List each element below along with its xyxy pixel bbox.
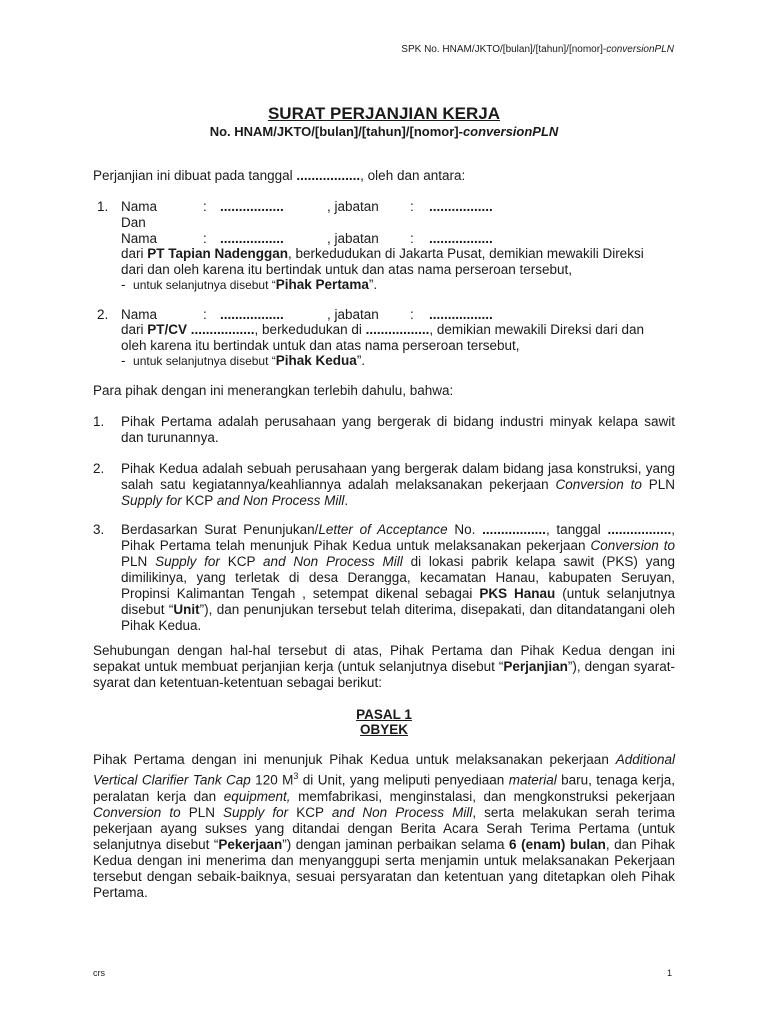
party1-alias-line: - untuk selanjutnya disebut “Pihak Pertama”.: [121, 277, 378, 292]
party2-nama-label: Nama: [121, 307, 158, 322]
recital-number: 2.: [93, 461, 105, 476]
blank-dots: .................: [220, 307, 284, 322]
document-title: SURAT PERJANJIAN KERJA: [267, 104, 501, 123]
blank-dots: .................: [220, 231, 284, 246]
blank-dots: .................: [429, 307, 493, 322]
party2-authority-line: oleh karena itu bertindak untuk dan atas nama perseroan tersebut,: [121, 338, 520, 353]
footer-initials: crs: [93, 968, 105, 978]
intro-line: Perjanjian ini dibuat pada tanggal ................., oleh dan antara:: [93, 168, 466, 183]
jabatan-label: , jabatan: [327, 307, 379, 322]
colon: :: [203, 307, 207, 322]
party2-number: 2.: [97, 307, 109, 322]
recital-number: 3.: [93, 522, 105, 537]
recital-number: 1.: [93, 414, 105, 429]
colon: :: [410, 199, 414, 214]
party2-alias-line: - untuk selanjutnya disebut “Pihak Kedua”.: [121, 353, 366, 368]
closing-paragraph: Sehubungan dengan hal-hal tersebut di atas, Pihak Pertama dan Pihak Kedua dengan ini sepakat untuk membuat perjanjian kerja (untuk selanjutnya disebut “Perjanjian”), dengan syarat-syarat dan ketentuan-ketentuan sebagai berikut:: [93, 643, 675, 690]
recital-1-text: Pihak Pertama adalah perusahaan yang bergerak di bidang industri minyak kelapa sawit dan turunannya.: [121, 414, 675, 445]
recital-2-text: Pihak Kedua adalah sebuah perusahaan yang bergerak dalam bidang jasa konstruksi, yang salah satu kegiatannya/keahliannya adalah melaksanakan pekerjaan Conversion to PLN Supply for KCP and Non Process Mill.: [121, 461, 675, 508]
jabatan-label: , jabatan: [327, 199, 379, 214]
colon: :: [203, 231, 207, 246]
colon: :: [410, 307, 414, 322]
party1-nama-label-2: Nama: [121, 231, 158, 246]
party1-authority-line: dari dan oleh karena itu bertindak untuk dan atas nama perseroan tersebut,: [121, 262, 573, 277]
colon: :: [410, 231, 414, 246]
blank-dots: .................: [220, 199, 284, 214]
blank-dots: .................: [429, 231, 493, 246]
jabatan-label: , jabatan: [327, 231, 379, 246]
party1-nama-label: Nama: [121, 199, 158, 214]
dan-label: Dan: [121, 215, 146, 230]
pasal-subheading: OBYEK: [359, 722, 408, 737]
recital-intro: Para pihak dengan ini menerangkan terlebih dahulu, bahwa:: [93, 383, 454, 398]
document-reference: SPK No. HNAM/JKTO/[bulan]/[tahun]/[nomor]-conversionPLN: [401, 44, 674, 55]
pasal-heading: PASAL 1: [356, 707, 412, 722]
party1-number: 1.: [97, 199, 109, 214]
colon: :: [203, 199, 207, 214]
blank-dots: .................: [429, 199, 493, 214]
party2-company-line: dari PT/CV ................., berkedudukan di ................., demikian mewakili Direksi dari dan: [121, 322, 644, 337]
recital-3-text: Berdasarkan Surat Penunjukan/Letter of Acceptance No. ................., tanggal ................., Pihak Pertama telah menunjuk Pihak Kedua untuk melaksanakan pekerjaan Conversion to PLN Supply for KCP and Non Process Mill di lokasi pabrik kelapa sawit (PKS) yang dimilikinya, yang terletak di desa Derangga, kecamatan Hanau, kabupaten Seruyan, Propinsi Kalimantan Tengah , setempat dikenal sebagai PKS Hanau (untuk selanjutnya disebut “Unit”), dan penunjukan tersebut telah diterima, disepakati, dan ditandatangani oleh Pihak Kedua.: [121, 522, 676, 633]
pasal1-body: Pihak Pertama dengan ini menunjuk Pihak Kedua untuk melaksanakan pekerjaan Additional Vertical Clarifier Tank Cap 120 $M^3$ di Unit, yang meliputi penyediaan material baru, tenaga kerja, peralatan kerja dan equipment, memfabrikasi, menginstalasi, dan mengkonstruksi pekerjaan Conversion to PLN Supply for KCP and Non Process Mill, serta melakukan serah terima pekerjaan ayang sukses yang ditandai dengan Berita Acara Serah Terima Pertama (untuk selanjutnya disebut “Pekerjaan”) dengan jaminan perbaikan selama 6 (enam) bulan, dan Pihak Kedua dengan ini menerima dan menyanggupi serta menjamin untuk melaksanakan Pekerjaan tersebut dengan sebaik-baiknya, sesuai persyaratan dan ketentuan yang ditetapkan oleh Pihak Pertama.: [93, 752, 676, 900]
party1-company-line: dari PT Tapian Nadenggan, berkedudukan di Jakarta Pusat, demikian mewakili Direksi: [121, 246, 644, 261]
page-number: 1: [667, 968, 673, 978]
document-number: No. HNAM/JKTO/[bulan]/[tahun]/[nomor]-conversionPLN: [209, 124, 559, 139]
